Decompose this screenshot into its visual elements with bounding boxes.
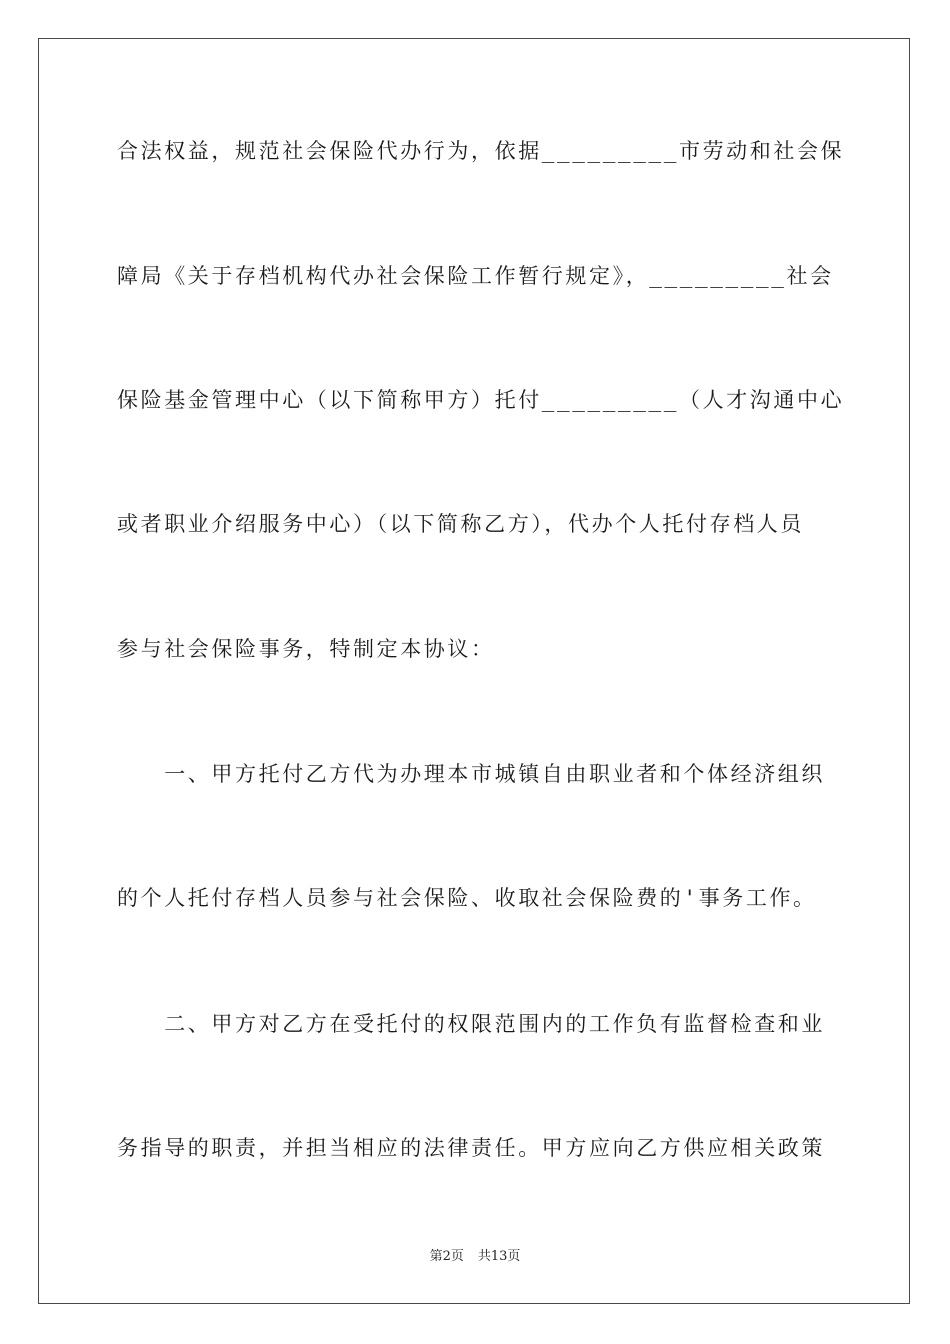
text-line: 合法权益，规范社会保险代办行为，依据_________市劳动和社会保: [117, 139, 845, 163]
text-line: 一、甲方托付乙方代为办理本市城镇自由职业者和个体经济组织: [117, 762, 825, 786]
page-border: [38, 38, 910, 1304]
text-line: 障局《关于存档机构代办社会保险工作暂行规定》，_________社会: [117, 264, 834, 288]
page-total: 共13页: [477, 1249, 521, 1264]
text-line: 参与社会保险事务，特制定本协议：: [117, 637, 495, 661]
page-footer: [0, 1245, 950, 1264]
text-line: 二、甲方对乙方在受托付的权限范围内的工作负有监督检查和业: [117, 1012, 825, 1036]
text-line: 的个人托付存档人员参与社会保险、收取社会保险费的'事务工作。: [117, 886, 817, 910]
text-line: 务指导的职责，并担当相应的法律责任。甲方应向乙方供应相关政策: [117, 1136, 825, 1160]
page-number: 第2页: [429, 1249, 464, 1264]
text-line: 或者职业介绍服务中心）（以下简称乙方），代办个人托付存档人员: [117, 512, 804, 536]
text-line: 保险基金管理中心（以下简称甲方）托付_________（人才沟通中心: [117, 388, 845, 412]
